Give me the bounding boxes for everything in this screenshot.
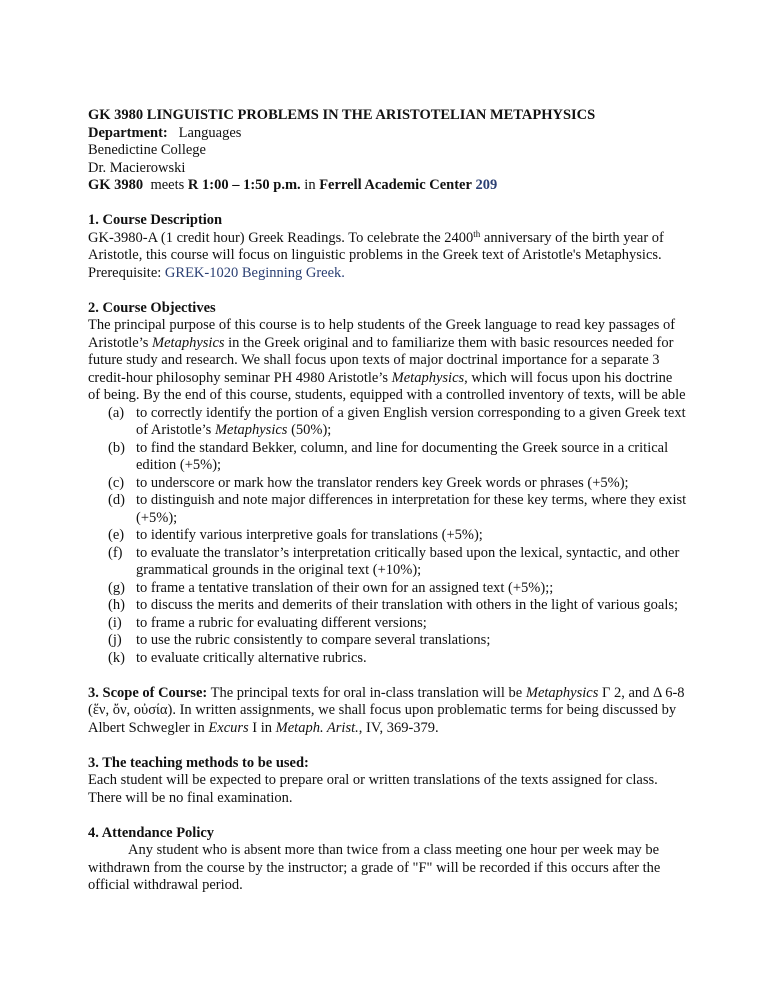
objective-text: to use the rubric consistently to compare several translations; <box>136 632 491 648</box>
meeting-in-word: in <box>304 177 316 193</box>
instructor-name: Dr. Macierowski <box>88 159 186 176</box>
meeting-line <box>88 177 688 195</box>
description-text-b: anniversary of the birth year of Aristotle, this course will focus on linguistic problems in the Greek text of Aristotle's Metaphysics. Prerequisite: <box>88 229 664 281</box>
ordinal-sup: th <box>473 228 481 239</box>
prerequisite-link[interactable]: GREK-1020 Beginning Greek. <box>164 264 345 281</box>
objective-text: to evaluate critically alternative rubrics. <box>136 649 367 666</box>
objective-item <box>88 580 688 598</box>
objective-text: to find the standard Bekker, column, and line for documenting the Greek source in a critical edition (+5%); <box>136 439 669 473</box>
objective-text: to frame a tentative translation of their own for an assigned text (+5%);; <box>136 579 554 596</box>
objective-item <box>88 475 688 493</box>
department-line <box>88 125 688 143</box>
objective-label: (b) <box>108 439 125 456</box>
objective-item <box>88 527 688 545</box>
objective-label: (f) <box>108 544 123 561</box>
objective-text: to identify various interpretive goals for translations (+5%); <box>136 527 483 543</box>
scope-text-1: The principal texts for oral in-class translation will be <box>207 684 526 701</box>
scope-text-3: I in <box>248 719 276 736</box>
objective-item <box>88 597 688 615</box>
objective-label: (d) <box>108 492 125 508</box>
scope-text-4: , IV, 369-379. <box>358 719 439 736</box>
objective-text: to evaluate the translator’s interpretation critically based upon the lexical, syntactic, and other grammatical grounds in the original text (+10%); <box>136 544 680 578</box>
objective-text: to distinguish and note major differences in interpretation for these key terms, where they exist (+5%); <box>136 492 687 526</box>
syllabus-document <box>88 107 688 895</box>
objectives-italic-1: Metaphysics <box>152 334 225 351</box>
objectives-text-2: in the Greek original and to familiarize them with basic resources needed for future study and research. We shall focus upon texts of major doctrinal importance for a separate 3 credit-hour philosophy seminar PH 4980 Aristotle’s <box>88 334 674 386</box>
objective-label: (e) <box>108 527 125 543</box>
objective-item <box>88 650 688 668</box>
teaching-methods-text: Each student will be expected to prepare oral or written translations of the texts assigned for class. There will be no final examination. <box>88 772 658 806</box>
objective-text: to discuss the merits and demerits of their translation with others in the light of various goals; <box>136 597 679 613</box>
objectives-text-3: , which will focus upon his doctrine of being. By the end of this course, students, equipped with a controlled inventory of texts, will be able <box>88 369 686 403</box>
course-title: GK 3980 LINGUISTIC PROBLEMS IN THE ARISTOTELIAN METAPHYSICS <box>88 107 596 123</box>
objective-item <box>88 615 688 633</box>
objective-item <box>88 545 688 580</box>
objective-label: (h) <box>108 597 125 613</box>
meeting-time: R 1:00 – 1:50 p.m. <box>187 177 301 193</box>
objectives-list <box>88 405 688 668</box>
objective-label: (i) <box>108 614 122 631</box>
objectives-text-1: The principal purpose of this course is to help students of the Greek language to read key passages of Aristotle’s <box>88 317 676 351</box>
objective-text: to underscore or mark how the translator renders key Greek words or phrases (+5%); <box>136 474 629 491</box>
objective-label: (c) <box>108 474 125 491</box>
scope-italic-3: Metaph. Arist. <box>275 719 359 736</box>
scope-paragraph <box>88 685 688 738</box>
objective-label: (a) <box>108 404 125 421</box>
objective-italic: Metaphysics <box>214 422 288 438</box>
attendance-policy-heading: 4. Attendance Policy <box>88 824 215 841</box>
course-description-text <box>88 230 688 283</box>
scope-italic-2: Excurs <box>208 719 249 736</box>
objective-text: to correctly identify the portion of a given English version corresponding to a given Greek text of Aristotle’s <box>136 404 686 438</box>
course-objectives-heading: 2. Course Objectives <box>88 299 216 316</box>
objective-label: (j) <box>108 632 122 648</box>
scope-italic-1: Metaphysics <box>525 684 599 701</box>
college-name: Benedictine College <box>88 142 206 158</box>
objective-tail: (50%); <box>287 422 332 438</box>
meeting-meets-word: meets <box>150 177 185 193</box>
objectives-italic-2: Metaphysics <box>391 369 465 386</box>
department-label: Department: <box>88 124 168 141</box>
objective-item <box>88 440 688 475</box>
teaching-methods-heading: 3. The teaching methods to be used: <box>88 754 309 771</box>
scope-heading: 3. Scope of Course: <box>88 684 208 701</box>
objective-item <box>88 492 688 527</box>
objective-label: (k) <box>108 649 125 666</box>
objective-item <box>88 405 688 440</box>
meeting-building: Ferrell Academic Center <box>319 177 472 193</box>
objective-text: to frame a rubric for evaluating different versions; <box>136 614 427 631</box>
meeting-room: 209 <box>475 177 498 193</box>
department-value: Languages <box>178 124 242 141</box>
meeting-course: GK 3980 <box>88 177 144 193</box>
objective-item <box>88 632 688 650</box>
objective-label: (g) <box>108 579 125 596</box>
description-text-a: GK-3980-A (1 credit hour) Greek Readings. To celebrate the 2400 <box>88 229 474 246</box>
course-description-heading: 1. Course Description <box>88 212 223 228</box>
course-objectives-text <box>88 317 688 405</box>
attendance-policy-text: Any student who is absent more than twice from a class meeting one hour per week may be withdrawn from the course by the instructor; a grade of "F" will be recorded if this occurs after the official withdrawal period. <box>88 842 661 893</box>
scope-text-2: Γ 2, and Δ 6-8 (ἕν, ὄν, οὐσία). In written assignments, we shall focus upon problematic terms for being discussed by Albert Schwegler in <box>88 684 685 736</box>
